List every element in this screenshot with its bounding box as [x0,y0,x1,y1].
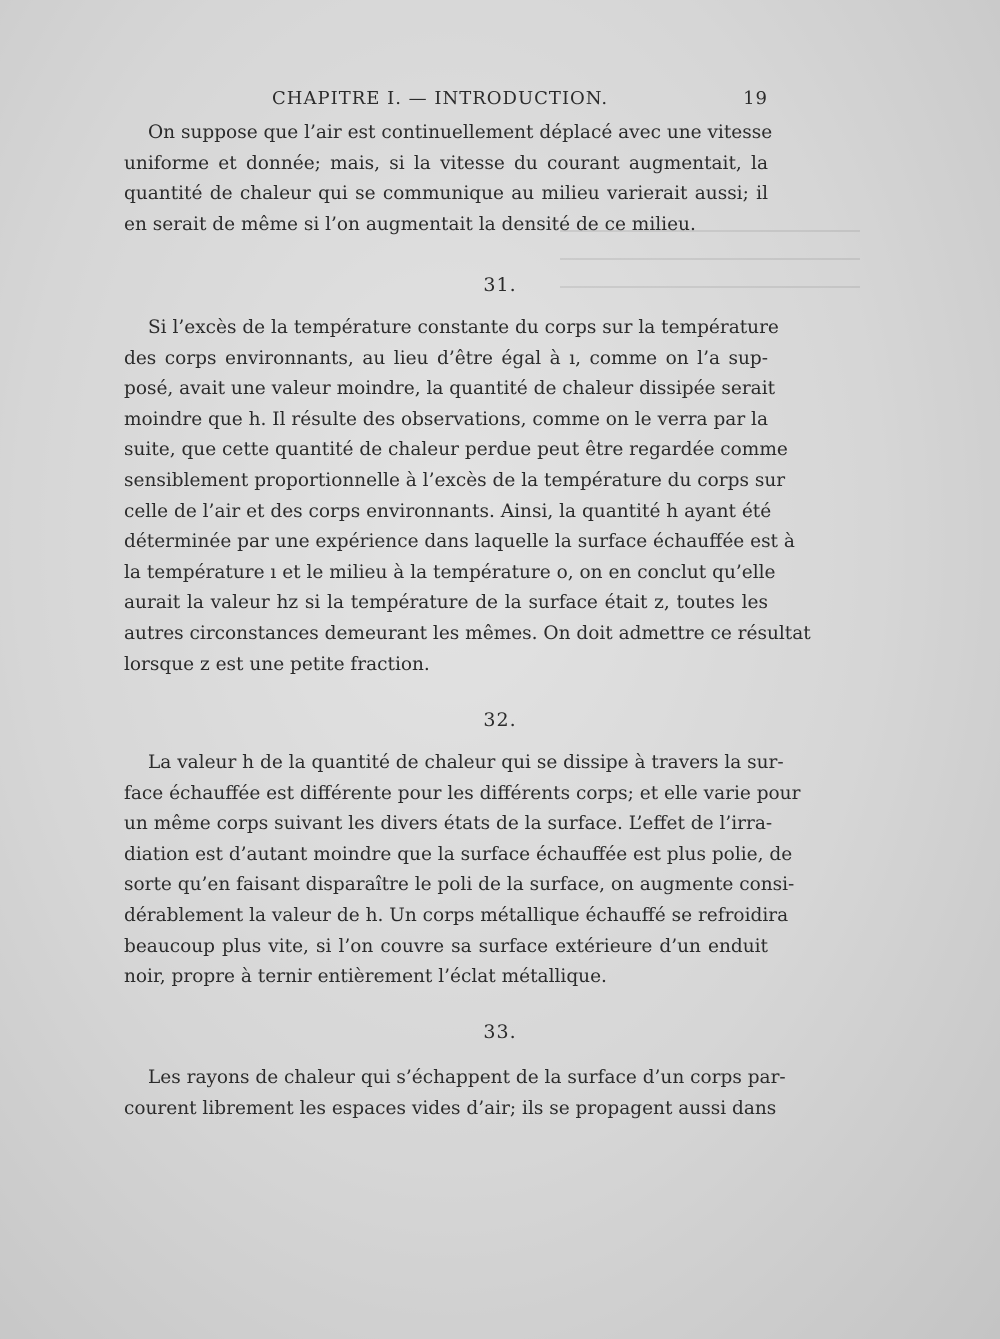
text-line: courent librement les espaces vides d’air; ils se propagent aussi dans [124,1097,777,1119]
section-number-31: 31. [483,274,517,296]
paragraph-continuation [124,118,773,240]
page-number: 19 [743,88,768,109]
text-line: Si l’excès de la température constante du corps sur la température [148,317,779,338]
text-line: un même corps suivant les divers états de la surface. L’effet de l’irra- [124,813,773,835]
text-line: noir, propre à ternir entièrement l’éclat métallique. [124,966,607,988]
text-line: diation est d’autant moindre que la surface échauffée est plus polie, de [124,843,793,865]
text-line: sorte qu’en faisant disparaître le poli de la surface, on augmente consi- [124,874,795,896]
text-line: suite, que cette quantité de chaleur perdue peut être regardée comme [124,439,788,461]
text-line: face échauffée est différente pour les différents corps; et elle varie pour [124,782,801,804]
text-line: sensiblement proportionnelle à l’excès de la température du corps sur [124,469,786,491]
text-line: aurait la valeur hz si la température de la surface était z, toutes les [124,592,768,614]
text-line: moindre que h. Il résulte des observations, comme on le verra par la [124,408,768,430]
text-line: en serait de même si l’on augmentait la densité de ce milieu. [124,213,696,235]
text-line: autres circonstances demeurant les mêmes. On doit admettre ce résultat [124,622,811,644]
text-line: la température ı et le milieu à la température o, on en conclut qu’elle [124,561,776,583]
running-head [272,88,768,114]
paragraph-33 [124,1063,786,1124]
paragraph-32 [124,748,801,993]
text-line: quantité de chaleur qui se communique au milieu varierait aussi; il [124,183,768,205]
text-line: beaucoup plus vite, si l’on couvre sa surface extérieure d’un enduit [124,935,768,957]
text-line: dérablement la valeur de h. Un corps métallique échauffé se refroidira [124,904,789,926]
text-line: uniforme et donnée; mais, si la vitesse du courant augmentait, la [124,152,768,174]
section-number-32: 32. [483,709,517,731]
paragraph-31 [124,313,811,680]
text-line: lorsque z est une petite fraction. [124,653,430,675]
text-line: déterminée par une expérience dans laquelle la surface échauffée est à [124,531,795,553]
show-through-shadow [560,230,860,310]
text-line: La valeur h de la quantité de chaleur qui se dissipe à travers la sur- [148,752,784,773]
text-line: posé, avait une valeur moindre, la quantité de chaleur dissipée serait [124,378,776,400]
text-line: Les rayons de chaleur qui s’échappent de la surface d’un corps par- [148,1067,786,1088]
text-line: celle de l’air et des corps environnants. Ainsi, la quantité h ayant été [124,500,772,522]
running-title: CHAPITRE I. — INTRODUCTION. [272,88,609,109]
text-line: des corps environnants, au lieu d’être égal à ı, comme on l’a sup- [124,347,768,369]
section-number-33: 33. [483,1021,517,1043]
text-line: On suppose que l’air est continuellement déplacé avec une vitesse [148,122,773,143]
